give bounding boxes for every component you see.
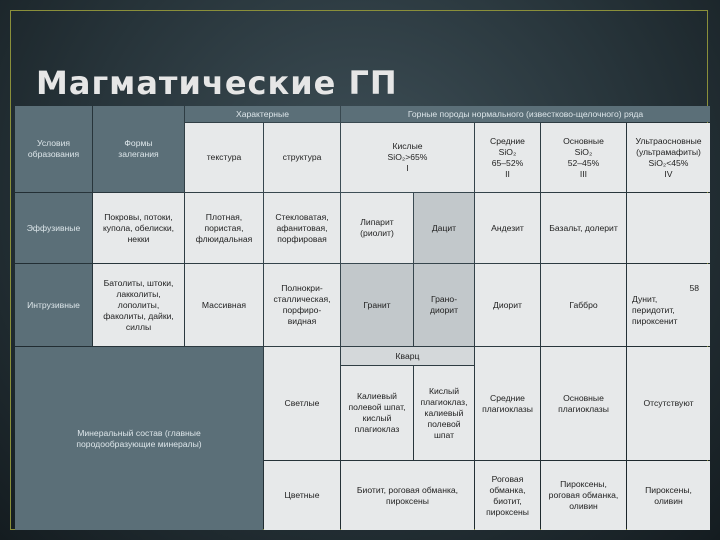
row-effusive-condition: Эффузивные bbox=[15, 193, 92, 263]
row-effusive-basic: Базальт, долерит bbox=[541, 193, 626, 263]
row-intrusive-texture: Массивная bbox=[185, 264, 263, 346]
minerals-quartz: Кварц bbox=[341, 347, 474, 365]
minerals-light-ultrabasic: Отсутствуют bbox=[627, 347, 710, 460]
minerals-light-acid-1: Калиевый полевой шпат, кислый плагиоклаз bbox=[341, 366, 413, 460]
row-effusive-medium: Андезит bbox=[475, 193, 540, 263]
row-effusive-acid-1: Липарит (риолит) bbox=[341, 193, 413, 263]
minerals-label: Минеральный состав (главные породообразующие минералы) bbox=[15, 347, 263, 530]
minerals-colored-medium: Роговая обманка, биотит, пироксены bbox=[475, 461, 540, 530]
row-effusive-structure: Стекловатая, афанитовая, порфировая bbox=[264, 193, 340, 263]
row-intrusive-acid-1: Гранит bbox=[341, 264, 413, 346]
row-intrusive-acid-2: Грано- диорит bbox=[414, 264, 474, 346]
row-intrusive-structure: Полнокри- сталлическая, порфиро- видная bbox=[264, 264, 340, 346]
header-forms: Формы залегания bbox=[93, 106, 184, 192]
row-intrusive-forms: Батолиты, штоки, лакколиты, лополиты, факолиты, дайки, силлы bbox=[93, 264, 184, 346]
minerals-light-medium: Средние плагиоклазы bbox=[475, 347, 540, 460]
row-intrusive-condition: Интрузивные bbox=[15, 264, 92, 346]
minerals-colored-basic: Пироксены, роговая обманка, оливин bbox=[541, 461, 626, 530]
header-basic: Основные SiO₂ 52–45% III bbox=[541, 123, 626, 192]
minerals-light-acid-2: Кислый плагиоклаз, калиевый полевой шпат bbox=[414, 366, 474, 460]
minerals-colored-acid: Биотит, роговая обманка, пироксены bbox=[341, 461, 474, 530]
minerals-light-basic: Основные плагиоклазы bbox=[541, 347, 626, 460]
header-medium: Средние SiO₂ 65–52% II bbox=[475, 123, 540, 192]
header-rocks-group: Горные породы нормального (известково-щелочного) ряда bbox=[341, 106, 710, 122]
header-acid: Кислые SiO₂>65% I bbox=[341, 123, 474, 192]
header-structure: структура bbox=[264, 123, 340, 192]
row-effusive-texture: Плотная, пористая, флюидальная bbox=[185, 193, 263, 263]
row-intrusive-ultrabasic-cell bbox=[627, 264, 710, 346]
row-intrusive-ultrabasic-num: 58 bbox=[689, 283, 699, 293]
minerals-light-label: Светлые bbox=[264, 347, 340, 460]
minerals-colored-label: Цветные bbox=[264, 461, 340, 530]
row-intrusive-basic: Габбро bbox=[541, 264, 626, 346]
slide-title: Магматические ГП bbox=[36, 64, 398, 102]
row-effusive-acid-2: Дацит bbox=[414, 193, 474, 263]
row-intrusive-ultrabasic: Дунит, перидотит, пироксенит bbox=[632, 294, 678, 326]
minerals-colored-ultrabasic: Пироксены, оливин bbox=[627, 461, 710, 530]
header-texture: текстура bbox=[185, 123, 263, 192]
row-effusive-forms: Покровы, потоки, купола, обелиски, некки bbox=[93, 193, 184, 263]
row-intrusive-medium: Диорит bbox=[475, 264, 540, 346]
row-effusive-ultrabasic bbox=[627, 193, 710, 263]
header-characteristic: Характерные bbox=[185, 106, 340, 122]
header-conditions: Условия образования bbox=[15, 106, 92, 192]
header-ultrabasic: Ультраосновные (ультрамафиты) SiO₂<45% IV bbox=[627, 123, 710, 192]
